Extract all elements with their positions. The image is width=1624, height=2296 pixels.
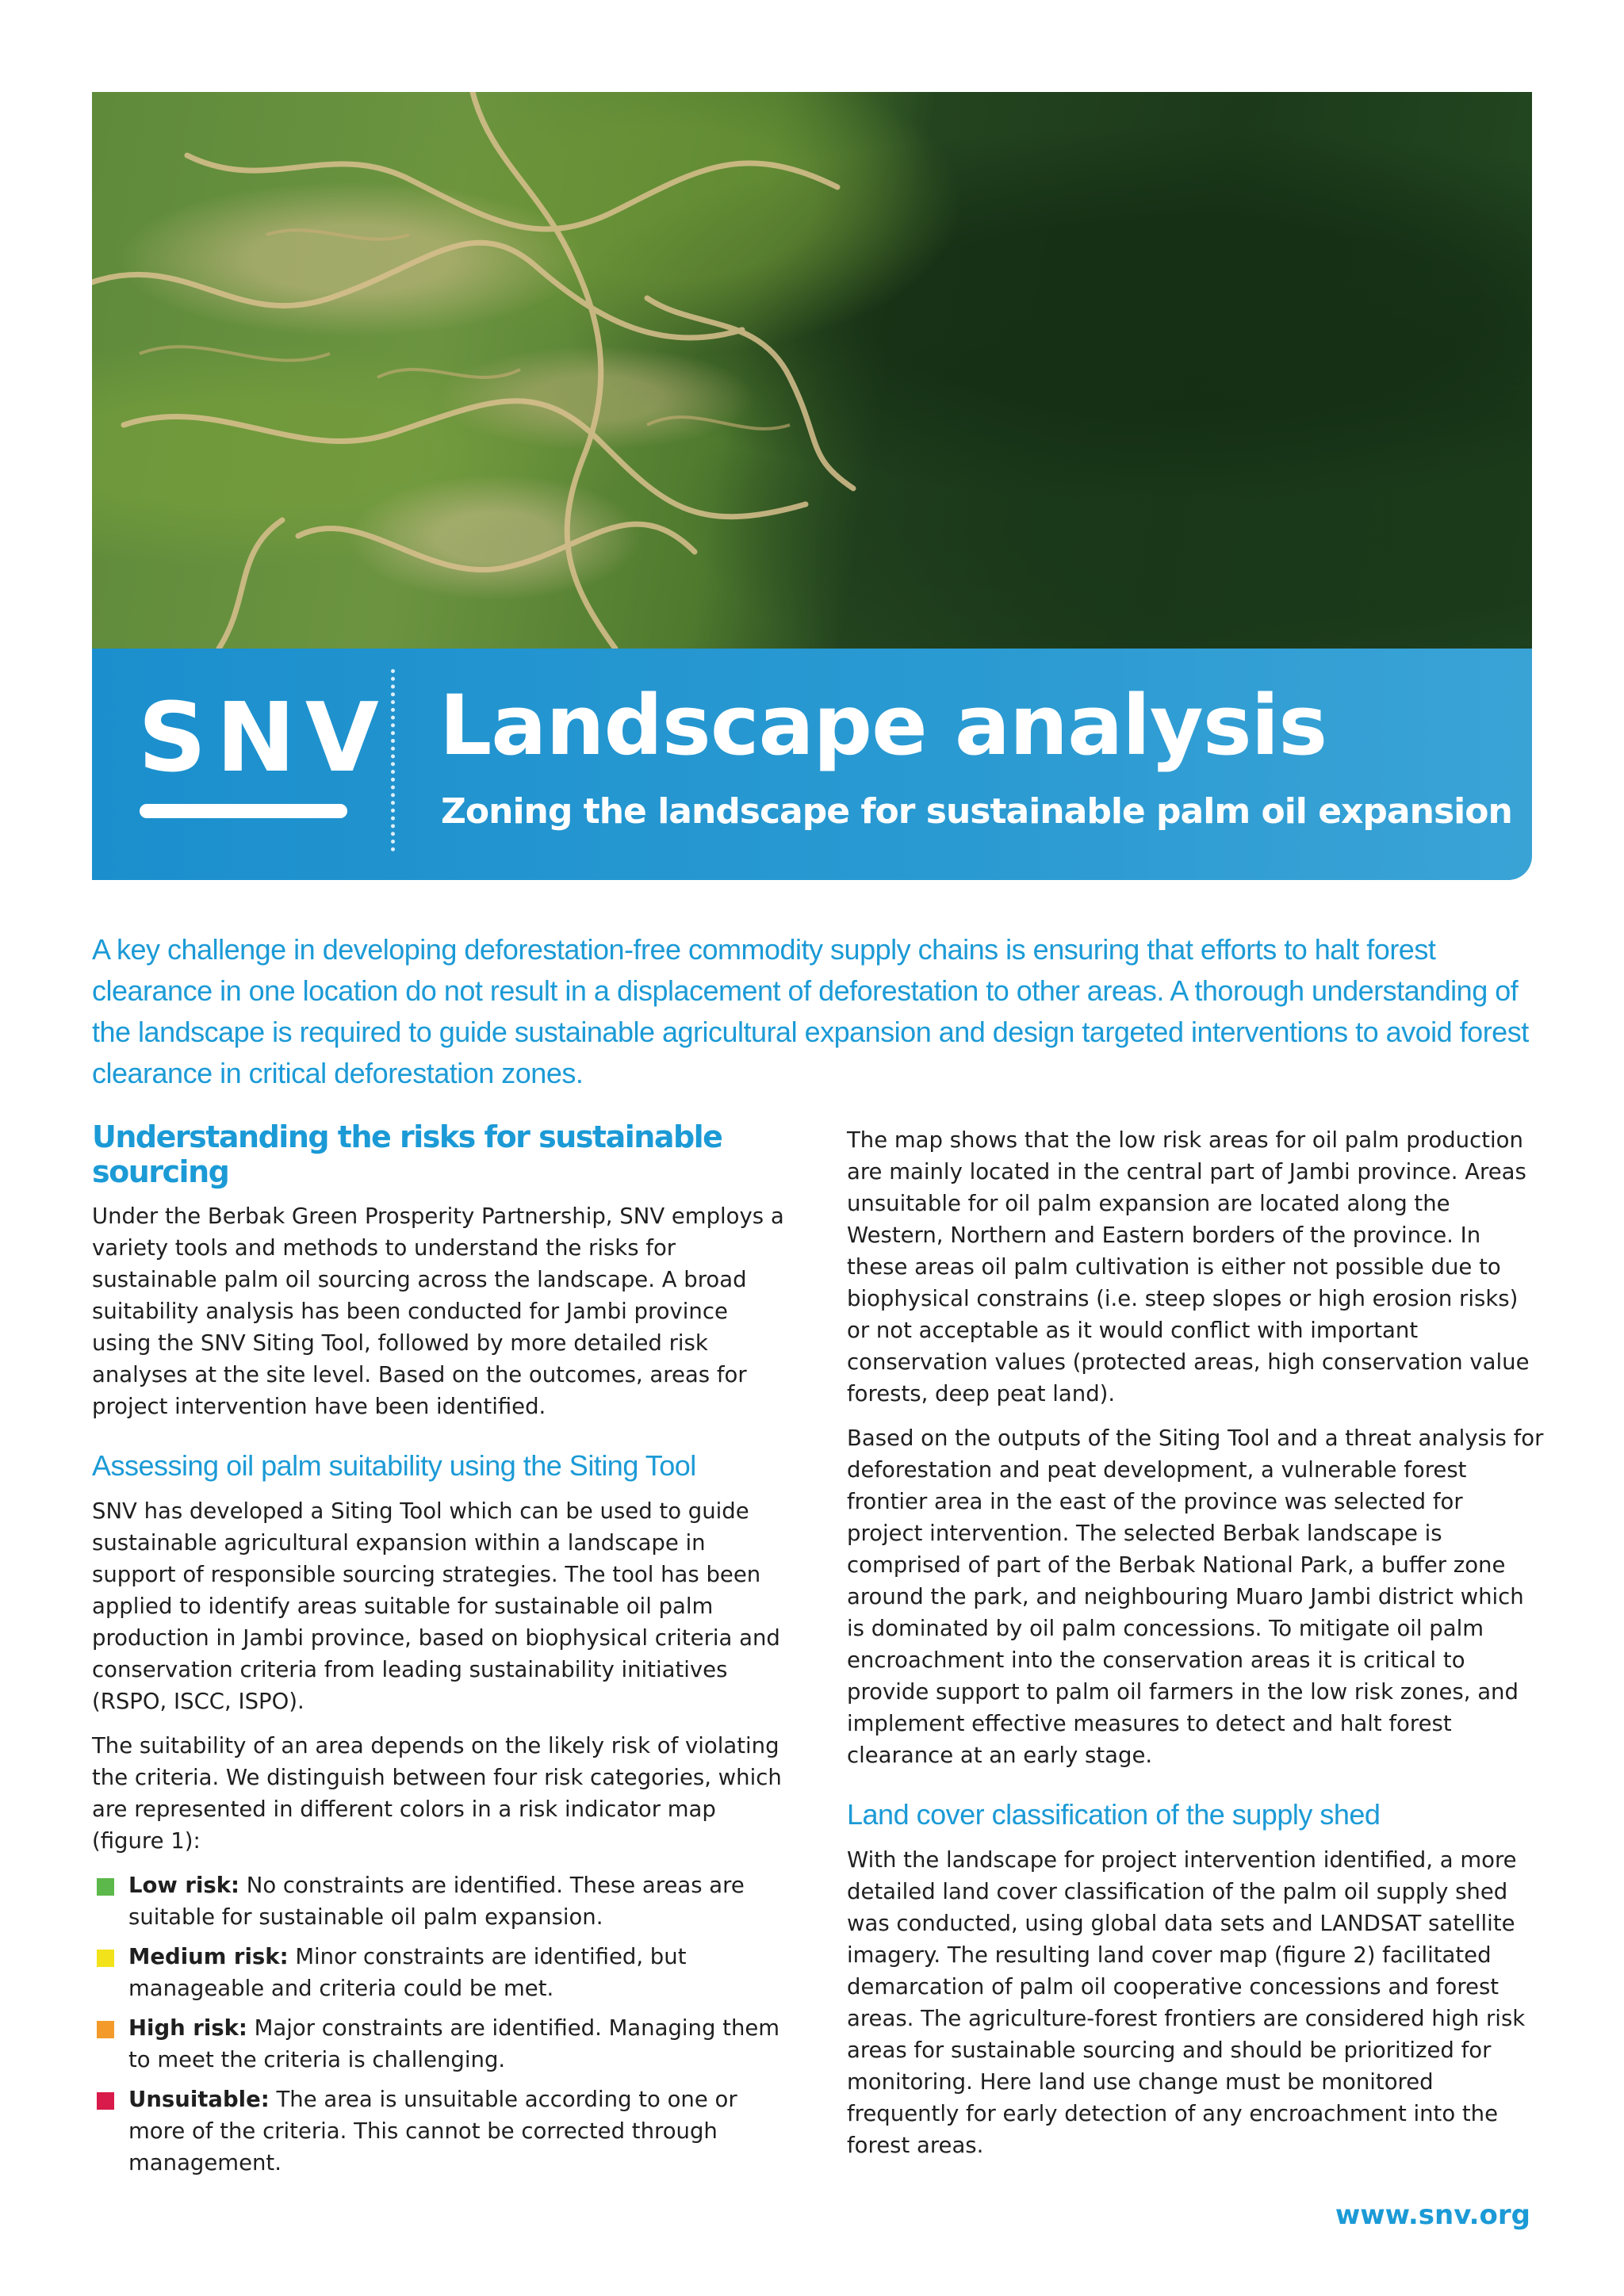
paragraph: The map shows that the low risk areas for oil palm production are mainly located in the central part of Jambi province. Areas unsuitable for oil palm expansion are located along the Western, Northern and Eastern borders of the province. In these areas oil palm cultivation is either not possible due to biophysical constrains (i.e. steep slopes or high erosion risks) or not acceptable as it would conflict with important conservation values (protected areas, high conservation value forests, deep peat land). xyxy=(847,1127,1530,1406)
risk-label: Unsuitable: xyxy=(128,2087,270,2112)
risk-text: Major constraints are identified. Managing them to meet the criteria is challenging. xyxy=(128,2015,780,2072)
medium-risk-swatch-icon xyxy=(97,1950,114,1967)
risk-category-list xyxy=(92,1869,790,2179)
risk-item-low xyxy=(92,1869,790,1933)
paragraph: SNV has developed a Siting Tool which can be used to guide sustainable agricultural expansion within a landscape in support of responsible sourcing strategies. The tool has been applied to identify areas suitable for sustainable oil palm production in Jambi province, based on biophysical criteria and conservation criteria from leading sustainability initiatives (RSPO, ISCC, ISPO). xyxy=(92,1498,780,1714)
risk-text: No constraints are identified. These areas are suitable for sustainable oil palm expansion. xyxy=(128,1873,745,1930)
page-subtitle: Zoning the landscape for sustainable palm oil expansion xyxy=(441,791,1512,832)
plantation-roads-illustration xyxy=(92,92,1532,649)
paragraph: With the landscape for project intervention identified, a more detailed land cover classification of the palm oil supply shed was conducted, using global data sets and LANDSAT satellite imagery. The resulting land cover map (figure 2) facilitated demarcation of palm oil cooperative concessions and forest areas. The agriculture-forest frontiers are considered high risk areas for sustainable sourcing and should be prioritized for monitoring. Here land use change must be monitored frequently for early detection of any encroachment into the forest areas. xyxy=(847,1847,1526,2158)
risk-item-unsuitable xyxy=(92,2084,790,2179)
hero-photo xyxy=(92,92,1532,649)
snv-logo[interactable]: SNV xyxy=(138,683,389,794)
paragraph: Based on the outputs of the Siting Tool and a threat analysis for deforestation and peat development, a vulnerable forest frontier area in the east of the province was selected for project intervention. The selected Berbak landscape is comprised of part of the Berbak National Park, a buffer zone around the park, and neighbouring Muaro Jambi district which is dominated by oil palm concessions. To mitigate oil palm encroachment into the conservation areas it is critical to provide support to palm oil farmers in the low risk zones, and implement effective measures to detect and halt forest clearance at an early stage. xyxy=(847,1425,1544,1768)
subheading-land-cover: Land cover classification of the supply shed xyxy=(847,1798,1381,1831)
footer-website-link[interactable]: www.snv.org xyxy=(1335,2199,1530,2231)
unsuitable-swatch-icon xyxy=(97,2092,114,2110)
risk-item-high xyxy=(92,2012,790,2076)
right-column xyxy=(847,1124,1545,2174)
low-risk-swatch-icon xyxy=(97,1878,114,1896)
intro-paragraph: A key challenge in developing deforestation-free commodity supply chains is ensuring that efforts to halt forest clearance in one location do not result in a displacement of deforestation to other areas. A thorough understanding of the landscape is required to guide sustainable agricultural expansion and design targeted interventions to avoid forest clearance in critical deforestation zones. xyxy=(92,933,1529,1089)
snv-logo-underline xyxy=(140,804,347,818)
title-banner xyxy=(92,649,1532,880)
risk-text: The area is unsuitable according to one or more of the criteria. This cannot be corrected through management. xyxy=(128,2087,737,2175)
section-heading-risks: Understanding the risks for sustainable sourcing xyxy=(92,1119,722,1189)
high-risk-swatch-icon xyxy=(97,2021,114,2038)
paragraph: The suitability of an area depends on the likely risk of violating the criteria. We distinguish between four risk categories, which are represented in different colors in a risk indicator map (figure 1): xyxy=(92,1733,782,1854)
risk-label: Low risk: xyxy=(128,1873,240,1898)
subheading-siting-tool: Assessing oil palm suitability using the Siting Tool xyxy=(92,1449,696,1482)
risk-text: Minor constraints are identified, but manageable and criteria could be met. xyxy=(128,1944,687,2001)
left-column xyxy=(92,1119,790,2187)
risk-item-medium xyxy=(92,1941,790,2004)
page-title: Landscape analysis xyxy=(439,677,1327,774)
risk-label: High risk: xyxy=(128,2015,247,2041)
banner-divider xyxy=(391,669,395,851)
risk-label: Medium risk: xyxy=(128,1944,289,1969)
paragraph: Under the Berbak Green Prosperity Partnership, SNV employs a variety tools and methods to understand the risks for sustainable palm oil sourcing across the landscape. A broad suitability analysis has been conducted for Jambi province using the SNV Siting Tool, followed by more detailed risk analyses at the site level. Based on the outcomes, areas for project intervention have been identified. xyxy=(92,1203,784,1419)
